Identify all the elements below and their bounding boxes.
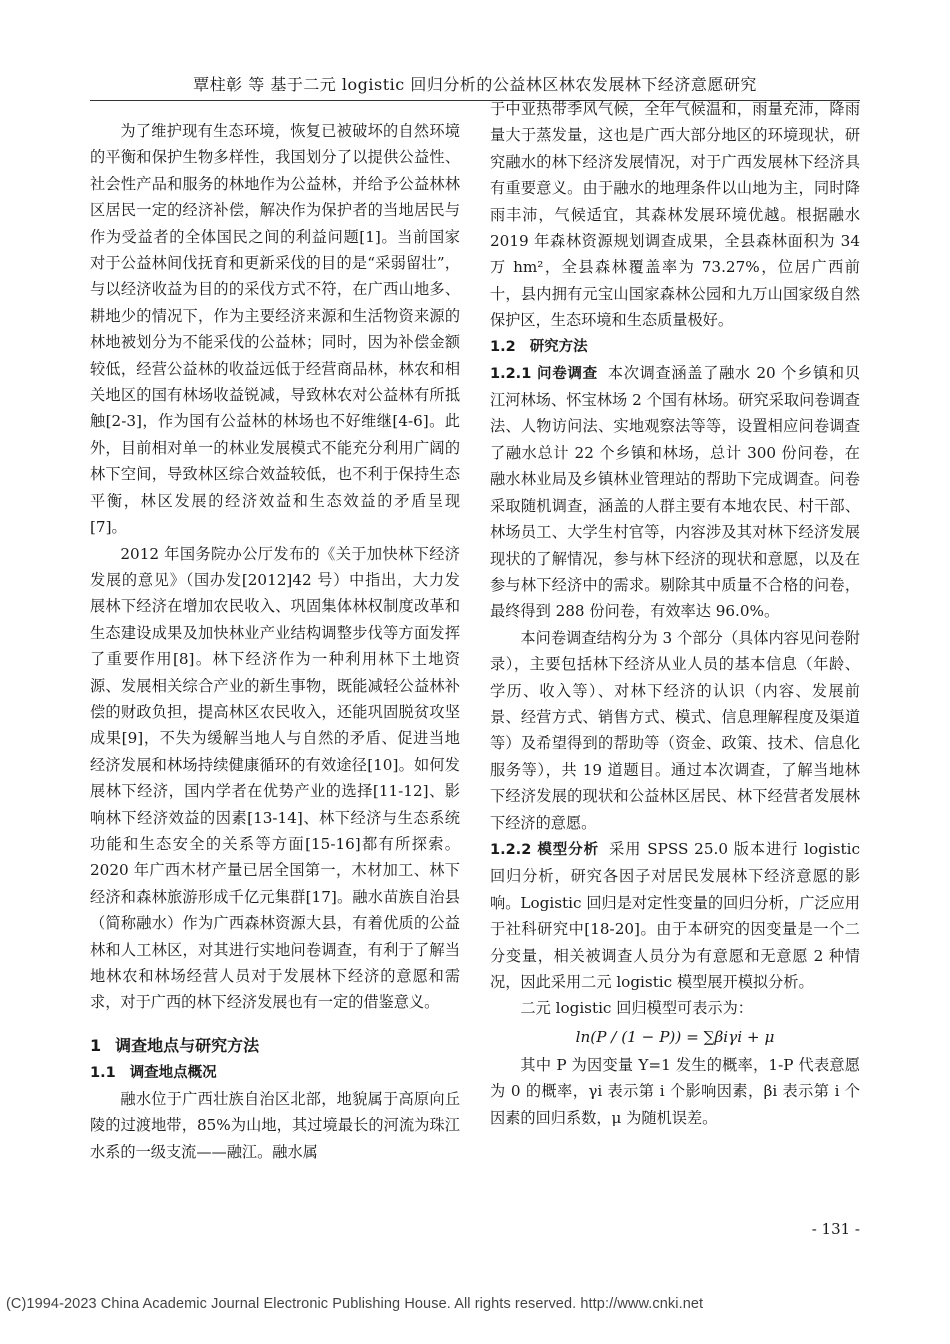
subsubsection-title: 问卷调查 — [537, 365, 598, 382]
running-header: 覃柱彰 等 基于二元 logistic 回归分析的公益林区林农发展林下经济意愿研究 — [193, 75, 757, 94]
paragraph: 本问卷调查结构分为 3 个部分（具体内容见问卷附录），主要包括林下经济从业人员的基本信息（年龄、学历、收入等）、对林下经济的认识（内容、发展前景、经营方式、销售方式、模式、信息理解程度及渠道等）及希望得到的帮助等（资金、政策、技术、信息化服务等），共 19 道题目。通过本次调查，了解当地林下经济发展的现状和公益林区居民、林下经营者发展林下经济的意愿。 — [490, 628, 860, 832]
section-title: 调查地点与研究方法 — [115, 1035, 260, 1055]
paragraph — [490, 836, 860, 995]
left-column — [90, 118, 460, 1165]
paragraph: 二元 logistic 回归模型可表示为： — [520, 999, 753, 1018]
paragraph-text: 本次调查涵盖了融水 20 个乡镇和贝江河林场、怀宝林场 2 个国有林场。研究采取问卷调查法、人物访问法、实地观察法等等，设置相应问卷调查了融水总计 22 个乡镇和林场，总计 300 份问卷，在融水林业局及乡镇林业管理站的帮助下完成调查。问卷采取随机调查，涵盖的人群主要有本地农民、村干部、林场员工、大学生村官等，内容涉及其对林下经济发展现状的了解情况，参与林下经济的现状和意愿，以及在参与林下经济中的需求。剔除其中质量不合格的问卷，最终得到 288 份问卷，有效率达 96.0%。 — [490, 363, 860, 621]
right-column — [490, 96, 860, 1131]
subsection-number: 1.2 — [490, 338, 516, 355]
paragraph: 其中 P 为因变量 Y=1 发生的概率，1-P 代表意愿为 0 的概率，γi 表示第 i 个影响因素，βi 表示第 i 个因素的回归系数，μ 为随机误差。 — [490, 1055, 860, 1127]
subsection-heading — [490, 334, 860, 360]
section-number: 1 — [90, 1035, 102, 1055]
subsubsection-number: 1.2.2 — [490, 841, 532, 858]
paragraph — [490, 360, 860, 625]
subsubsection-heading — [490, 366, 598, 382]
paragraph-text: 采用 SPSS 25.0 版本进行 logistic 回归分析，研究各因子对居民发展林下经济意愿的影响。Logistic 回归是对定性变量的回归分析，广泛应用于社科研究中[18-20]。由于本研究的因变量是一个二分变量，相关被调查人员分为有意愿和无意愿 2 种情况，因此采用二元 logistic 模型展开模拟分析。 — [490, 839, 860, 991]
subsection-title: 研究方法 — [529, 338, 588, 355]
page-number: - 131 - — [811, 1220, 860, 1238]
subsubsection-heading — [490, 842, 599, 858]
copyright-footer: (C)1994-2023 China Academic Journal Electronic Publishing House. All rights reserved. http://www.cnki.net — [6, 1296, 704, 1312]
paragraph: 为了维护现有生态环境，恢复已被破坏的自然环境的平衡和保护生物多样性，我国划分了以提供公益性、社会性产品和服务的林地作为公益林，并给予公益林林区居民一定的经济补偿，解决作为保护者的当地居民与作为受益者的全体国民之间的利益问题[1]。当前国家对于公益林间伐抚育和更新采伐的目的是“采弱留壮”，与以经济收益为目的的采伐方式不符，在广西山地多、耕地少的情况下，作为主要经济来源和生活物资来源的林地被划分为不能采伐的公益林；同时，因为补偿金额较低，经营公益林的收益远低于经营商品林，林农和相关地区的国有林场收益锐减，导致林农对公益林有所抵触[2-3]，作为国有公益林的林场也不好维继[4-6]。此外，目前相对单一的林业发展模式不能充分利用广阔的林下空间，导致林区综合效益较低，也不利于保持生态平衡，林区发展的经济效益和生态效益的矛盾呈现[7]。 — [90, 122, 460, 537]
subsection-number: 1.1 — [90, 1064, 116, 1081]
subsubsection-number: 1.2.1 — [490, 365, 532, 382]
section-heading — [90, 1032, 460, 1060]
paragraph: 2012 年国务院办公厅发布的《关于加快林下经济发展的意见》（国办发[2012]42 号）中指出，大力发展林下经济在增加农民收入、巩固集体林权制度改革和生态建设成果及加快林业产业结构调整步伐等方面发挥了重要作用[8]。林下经济作为一种利用林下土地资源、发展相关综合产业的新生事物，既能减轻公益林补偿的财政负担，提高林区农民收入，还能巩固脱贫攻坚成果[9]，不失为缓解当地人与自然的矛盾、促进当地经济发展和林场持续健康循环的有效途径[10]。如何发展林下经济，国内学者在优势产业的选择[11-12]、影响林下经济效益的因素[13-14]、林下经济与生态系统功能和生态安全的关系等方面[15-16]都有所探索。2020 年广西木材产量已居全国第一，木材加工、林下经济和森林旅游形成千亿元集群[17]。融水苗族自治县（简称融水）作为广西森林资源大县，有着优质的公益林和人工林区，对其进行实地问卷调查，有利于了解当地林农和林场经营人员对于发展林下经济的意愿和需求，对于广西的林下经济发展也有一定的借鉴意义。 — [90, 544, 460, 1012]
paragraph: 融水位于广西壮族自治区北部，地貌属于高原向丘陵的过渡地带，85%为山地，其过境最长的河流为珠江水系的一级支流——融江。融水属 — [90, 1089, 460, 1161]
subsection-heading — [90, 1060, 460, 1086]
paragraph: 于中亚热带季风气候，全年气候温和，雨量充沛，降雨量大于蒸发量，这也是广西大部分地区的环境现状，研究融水的林下经济发展情况，对于广西发展林下经济具有重要意义。由于融水的地理条件以山地为主，同时降雨丰沛，气候适宜，其森林发展环境优越。根据融水 2019 年森林资源规划调查成果，全县森林面积为 34 万 hm²，全县森林覆盖率为 73.27%，位居广西前十，县内拥有元宝山国家森林公园和九万山国家级自然保护区，生态环境和生态质量极好。 — [490, 100, 860, 330]
subsubsection-title: 模型分析 — [537, 841, 600, 858]
equation: ln(P / (1 − P)) = ∑βiγi + μ — [575, 1027, 775, 1046]
subsection-title: 调查地点概况 — [129, 1064, 217, 1081]
